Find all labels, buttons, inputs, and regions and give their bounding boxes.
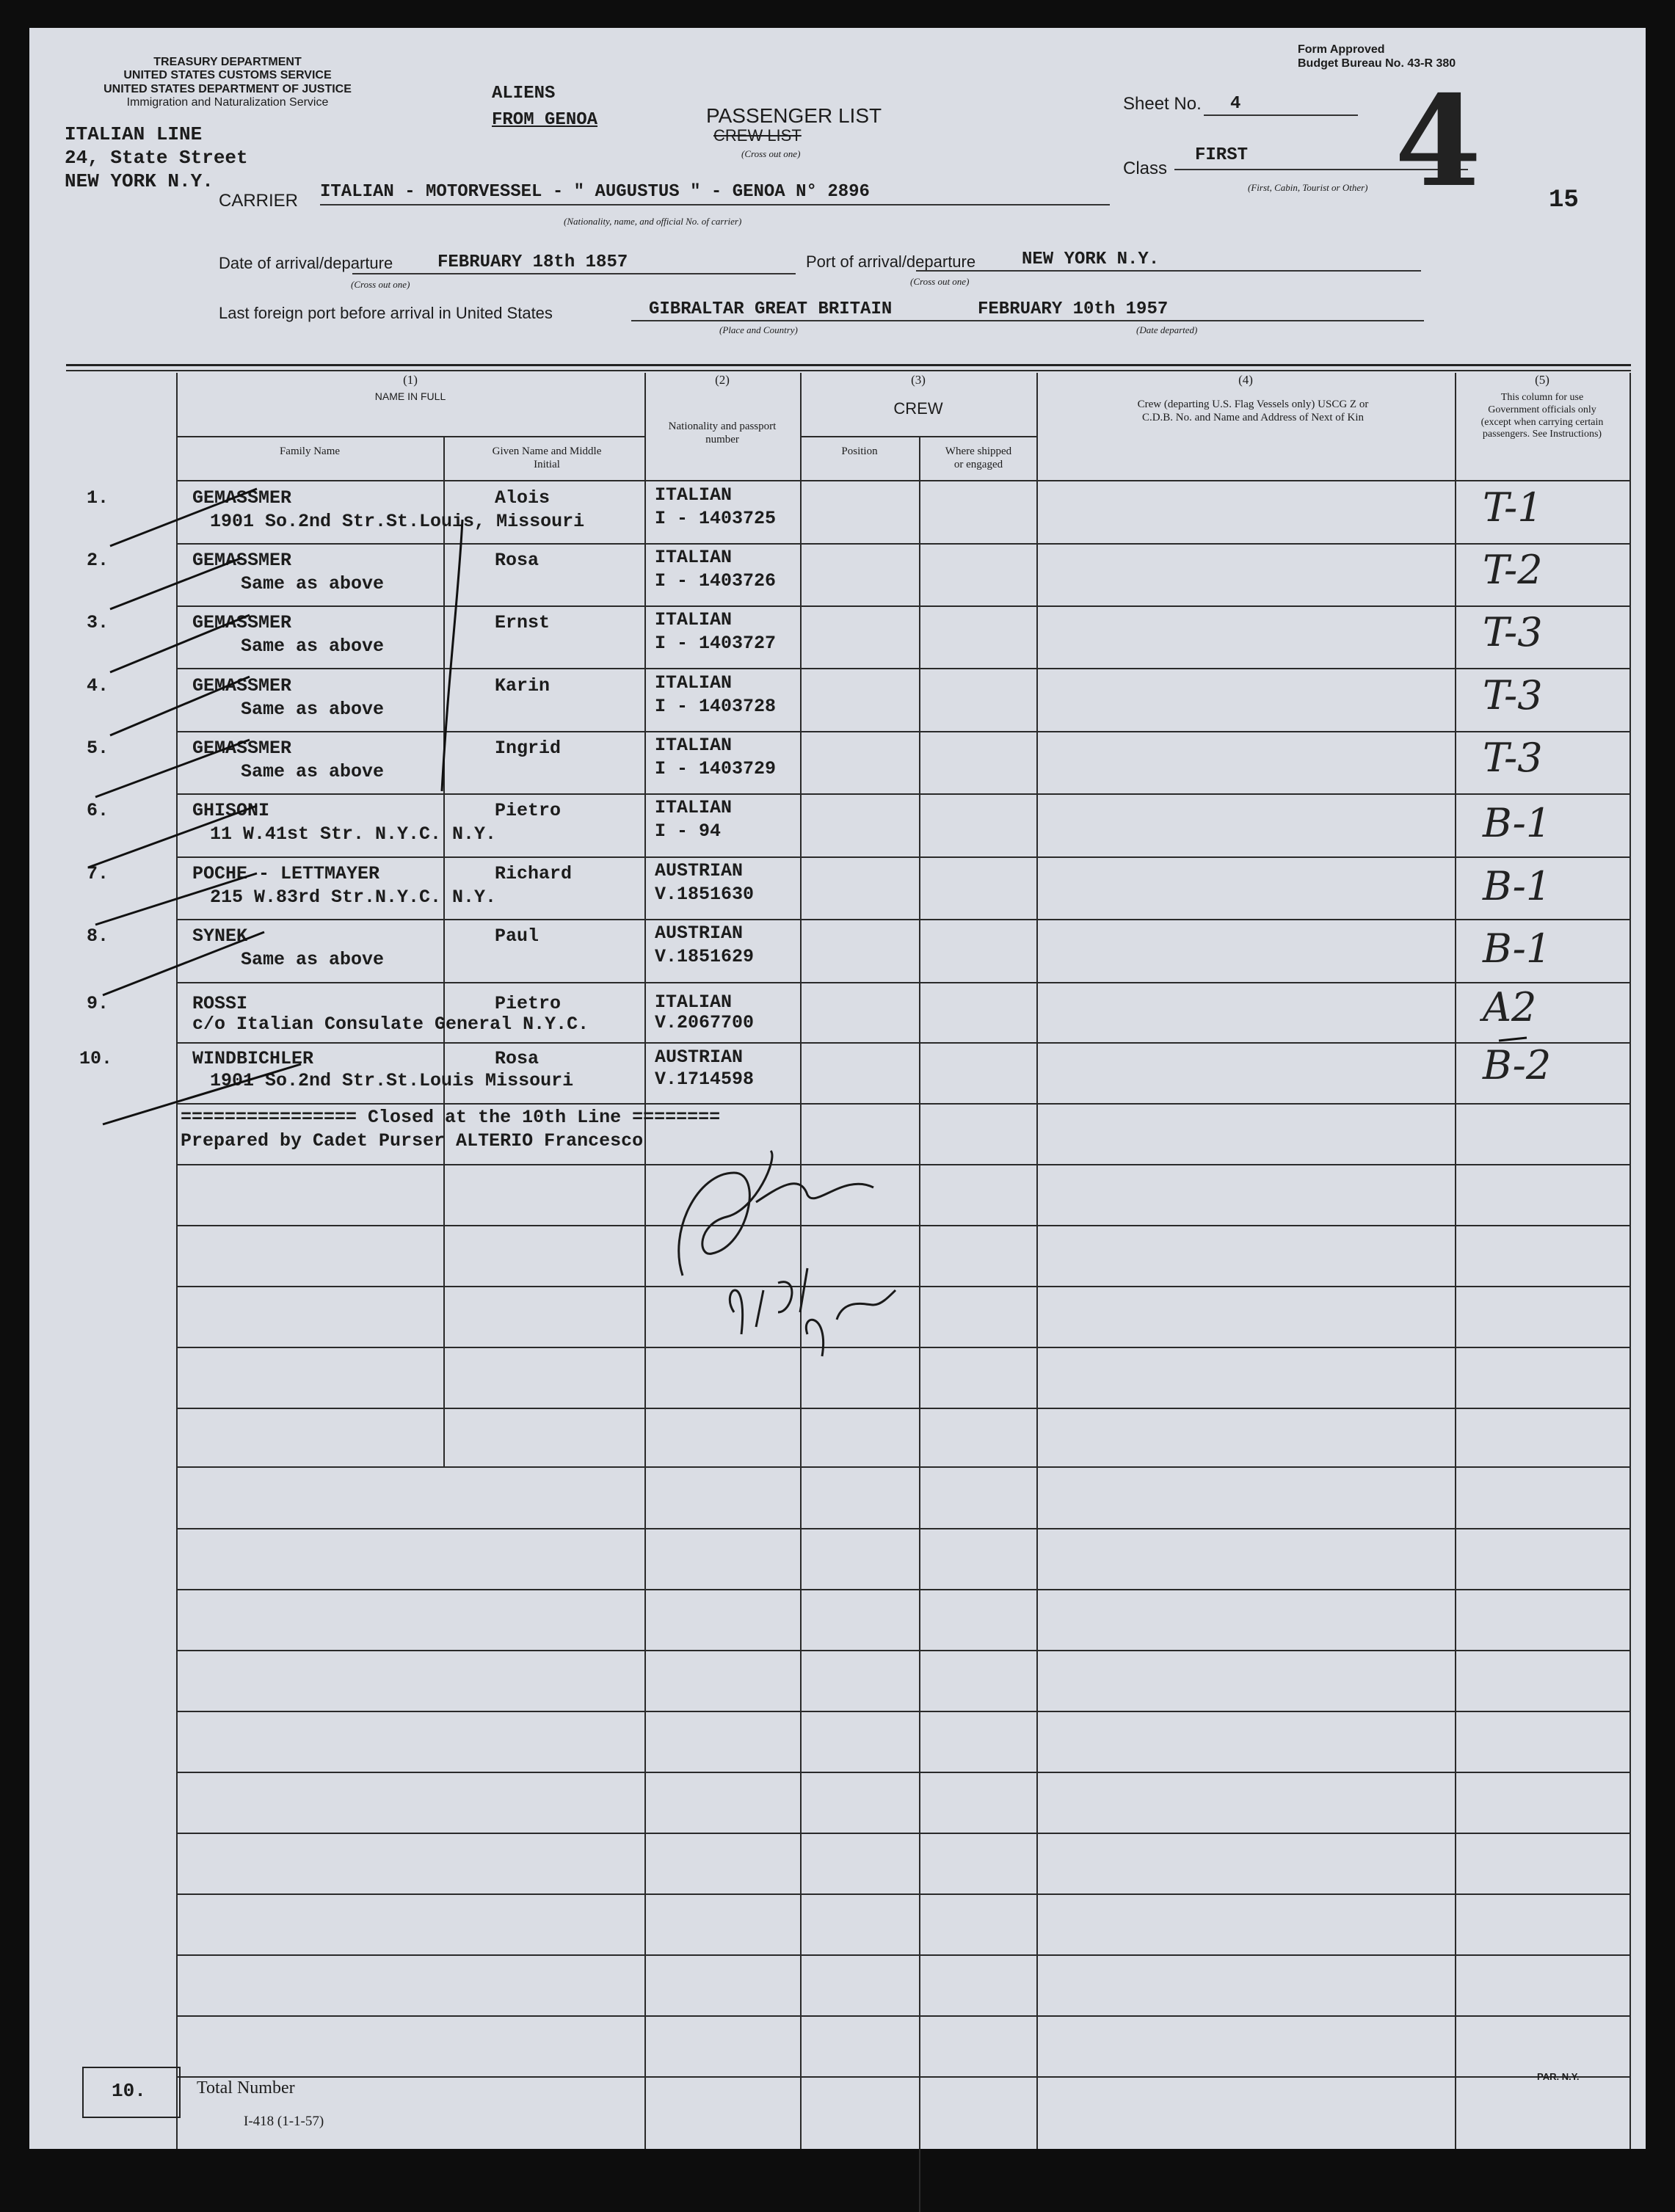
- list-title-crossed: CREW LIST: [713, 126, 802, 145]
- inspector-signature: [653, 1143, 918, 1378]
- family-name: SYNEK: [192, 925, 248, 947]
- nationality: ITALIAN: [655, 735, 733, 756]
- col5-title: This column for use Government officials only (except when carrying certain passengers. See Instructions): [1480, 392, 1604, 440]
- where-shipped-header: Where shipped or engaged: [945, 445, 1012, 470]
- arrival-hint: (Cross out one): [351, 279, 410, 290]
- position-header: Position: [841, 445, 878, 457]
- nationality: ITALIAN: [655, 797, 733, 818]
- given-name: Pietro: [495, 993, 562, 1014]
- row-rule: [176, 1833, 1631, 1834]
- carrier-underline: [320, 204, 1110, 205]
- signature-stroke: [806, 1290, 895, 1356]
- family-name: GEMASSMER: [192, 675, 292, 696]
- printer-mark: PAR. N.Y.: [1537, 2071, 1580, 2082]
- departed-value: FEBRUARY 10th 1957: [978, 299, 1169, 319]
- given-name: Ernst: [495, 612, 551, 633]
- sheet-underline: [1204, 114, 1358, 116]
- arrival-value: FEBRUARY 18th 1857: [437, 252, 628, 272]
- cross-out-hint: (Cross out one): [741, 148, 801, 159]
- nationality: AUSTRIAN: [655, 923, 744, 944]
- handwritten-sheet-number: 4: [1395, 68, 1482, 215]
- total-label: Total Number: [197, 2078, 295, 2098]
- row-rule: [176, 1650, 1631, 1651]
- given-name: Pietro: [495, 800, 562, 821]
- address: Same as above: [241, 949, 385, 970]
- given-name: Richard: [495, 863, 573, 884]
- signature-stroke: [756, 1184, 873, 1202]
- col3-number: (3): [911, 373, 926, 387]
- address: c/o Italian Consulate General N.Y.C.: [192, 1014, 589, 1035]
- list-title: PASSENGER LIST: [706, 104, 882, 127]
- from-genoa: FROM GENOA: [492, 110, 598, 130]
- row-rule: [176, 1711, 1631, 1712]
- table-top-rule: [66, 364, 1631, 366]
- agency-line: Immigration and Naturalization Service: [126, 96, 329, 109]
- passport-number: I - 1403725: [655, 508, 777, 529]
- nationality: ITALIAN: [655, 609, 733, 630]
- family-name: GEMASSMER: [192, 612, 292, 633]
- row-number: 6.: [87, 800, 109, 821]
- col3-title: CREW: [893, 399, 943, 418]
- page-number: 15: [1549, 186, 1579, 214]
- passport-number: I - 1403727: [655, 633, 777, 654]
- official-mark: T-1: [1483, 484, 1543, 531]
- row-number: 10.: [79, 1048, 113, 1069]
- class-label: Class: [1123, 159, 1168, 178]
- family-name: ROSSI: [192, 993, 248, 1014]
- signature-stroke: [679, 1151, 772, 1276]
- row-rule: [176, 1528, 1631, 1529]
- port-label: Port of arrival/departure: [806, 252, 976, 271]
- margin-tick: [1499, 1038, 1527, 1041]
- port-value: NEW YORK N.Y.: [1022, 250, 1160, 269]
- total-value: 10.: [112, 2080, 146, 2102]
- row-number: 7.: [87, 863, 109, 884]
- port-underline: [916, 270, 1421, 272]
- official-mark: A2: [1483, 984, 1537, 1030]
- nationality: AUSTRIAN: [655, 1047, 744, 1068]
- departed-hint: (Date departed): [1136, 324, 1198, 335]
- family-name: GEMASSMER: [192, 738, 292, 759]
- row-number: 2.: [87, 550, 109, 571]
- address: Same as above: [241, 761, 385, 782]
- official-mark: T-3: [1483, 672, 1543, 718]
- col2-number: (2): [715, 373, 730, 387]
- last-port-label: Last foreign port before arrival in United States: [219, 304, 553, 322]
- given-name: Rosa: [495, 1048, 539, 1069]
- given-name: Alois: [495, 487, 551, 509]
- given-name: Ingrid: [495, 738, 562, 759]
- given-name: Rosa: [495, 550, 539, 571]
- col5-number: (5): [1535, 373, 1549, 387]
- form-id: I-418 (1-1-57): [244, 2114, 324, 2129]
- manifest-table: [79, 373, 1631, 2149]
- passport-number: I - 1403729: [655, 758, 777, 779]
- line-city: NEW YORK N.Y.: [65, 170, 214, 192]
- row-number: 4.: [87, 675, 109, 696]
- signature-stroke: [730, 1268, 807, 1334]
- closed-line: ================ Closed at the 10th Line ========: [181, 1107, 721, 1128]
- official-mark: B-1: [1483, 800, 1552, 846]
- check-mark: [103, 1064, 301, 1124]
- check-mark: [95, 740, 250, 797]
- passenger-list-form: [29, 28, 1646, 2149]
- row-rule: [176, 2015, 1631, 2017]
- row-rule: [176, 1772, 1631, 1773]
- official-mark: T-3: [1483, 609, 1543, 655]
- table-top-rule: [66, 370, 1631, 371]
- official-mark: B-1: [1483, 863, 1552, 909]
- check-mark: [103, 932, 264, 995]
- sheet-value: 4: [1230, 94, 1241, 114]
- passport-number: I - 94: [655, 821, 722, 842]
- check-mark: [88, 806, 257, 867]
- row-number: 5.: [87, 738, 109, 759]
- nationality: ITALIAN: [655, 484, 733, 506]
- carrier-label: CARRIER: [219, 191, 299, 211]
- col4-title: Crew (departing U.S. Flag Vessels only) USCG Z or C.D.B. No. and Name and Address of Next of Kin: [1137, 399, 1369, 423]
- given-name: Paul: [495, 925, 539, 947]
- agency-line: TREASURY DEPARTMENT: [153, 56, 302, 68]
- official-mark: B-2: [1483, 1042, 1552, 1088]
- class-value: FIRST: [1195, 145, 1249, 165]
- row-rule: [176, 1589, 1631, 1590]
- row-rule: [176, 1893, 1631, 1895]
- col4-number: (4): [1238, 373, 1253, 387]
- given-name: Karin: [495, 675, 551, 696]
- passport-number: I - 1403728: [655, 696, 777, 717]
- agency-line: UNITED STATES DEPARTMENT OF JUSTICE: [103, 82, 352, 95]
- form-approved-text: Form Approved: [1298, 43, 1385, 56]
- check-mark: [110, 615, 250, 672]
- passport-number: V.1851630: [655, 884, 755, 905]
- agency-line: UNITED STATES CUSTOMS SERVICE: [123, 69, 332, 82]
- budget-bureau: Budget Bureau No. 43-R 380: [1298, 57, 1456, 70]
- col2-title: Nationality and passport number: [668, 421, 777, 445]
- address: 11 W.41st Str. N.Y.C. N.Y.: [210, 823, 497, 845]
- last-port-underline: [631, 320, 1424, 321]
- port-hint: (Cross out one): [910, 276, 970, 287]
- last-port-hint: (Place and Country): [719, 324, 798, 335]
- nationality: ITALIAN: [655, 672, 733, 694]
- carrier-hint: (Nationality, name, and official No. of carrier): [564, 216, 742, 227]
- row-number: 1.: [87, 487, 109, 509]
- arrival-label: Date of arrival/departure: [219, 254, 393, 272]
- given-name-header: Given Name and Middle Initial: [492, 445, 602, 470]
- nationality: ITALIAN: [655, 547, 733, 568]
- family-name: POCHE - LETTMAYER: [192, 863, 380, 884]
- arrival-underline: [352, 273, 796, 274]
- check-mark: [110, 489, 257, 546]
- address: Same as above: [241, 636, 385, 657]
- agency-block: [73, 56, 382, 110]
- aliens-label: ALIENS: [492, 84, 556, 103]
- family-name: GEMASSMER: [192, 550, 292, 571]
- check-marks: [88, 489, 1527, 1124]
- passport-number: V.1714598: [655, 1069, 755, 1090]
- nationality: ITALIAN: [655, 992, 733, 1013]
- address: 1901 So.2nd Str.St.Louis Missouri: [210, 1070, 574, 1091]
- prepared-by: Prepared by Cadet Purser ALTERIO Francesco: [181, 1130, 644, 1152]
- family-name: WINDBICHLER: [192, 1048, 314, 1069]
- passport-number: V.2067700: [655, 1012, 755, 1033]
- row-rule: [176, 1954, 1631, 1956]
- class-hint: (First, Cabin, Tourist or Other): [1248, 182, 1368, 193]
- passport-number: V.1851629: [655, 946, 755, 967]
- row-number: 8.: [87, 925, 109, 947]
- col1-title: NAME IN FULL: [374, 390, 446, 402]
- address: 215 W.83rd Str.N.Y.C. N.Y.: [210, 887, 497, 908]
- check-mark: [110, 558, 242, 609]
- sheet-label: Sheet No.: [1123, 94, 1202, 114]
- passport-number: I - 1403726: [655, 570, 777, 592]
- check-mark: [95, 873, 257, 925]
- form-approved: [1298, 43, 1456, 70]
- line-company: ITALIAN LINE: [65, 123, 203, 145]
- address: Same as above: [241, 699, 385, 720]
- row-rule: [176, 2076, 1631, 2078]
- family-name: GEMASSMER: [192, 487, 292, 509]
- signature-strokes: [679, 1151, 895, 1356]
- official-mark: T-3: [1483, 735, 1543, 781]
- row-number: 9.: [87, 993, 109, 1014]
- family-name: GHISONI: [192, 800, 270, 821]
- address: Same as above: [241, 573, 385, 594]
- official-mark: B-1: [1483, 925, 1552, 972]
- last-port-value: GIBRALTAR GREAT BRITAIN: [649, 299, 893, 319]
- official-mark: T-2: [1483, 547, 1543, 593]
- nationality: AUSTRIAN: [655, 860, 744, 881]
- carrier-value: ITALIAN - MOTORVESSEL - " AUGUSTUS " - GENOA N° 2896: [320, 182, 870, 202]
- col1-number: (1): [403, 373, 418, 387]
- line-street: 24, State Street: [65, 147, 248, 169]
- address: 1901 So.2nd Str.St.Louis, Missouri: [210, 511, 585, 532]
- row-number: 3.: [87, 612, 109, 633]
- bracket-line: [442, 520, 462, 791]
- check-mark: [110, 677, 250, 735]
- family-name-header: Family Name: [279, 445, 341, 457]
